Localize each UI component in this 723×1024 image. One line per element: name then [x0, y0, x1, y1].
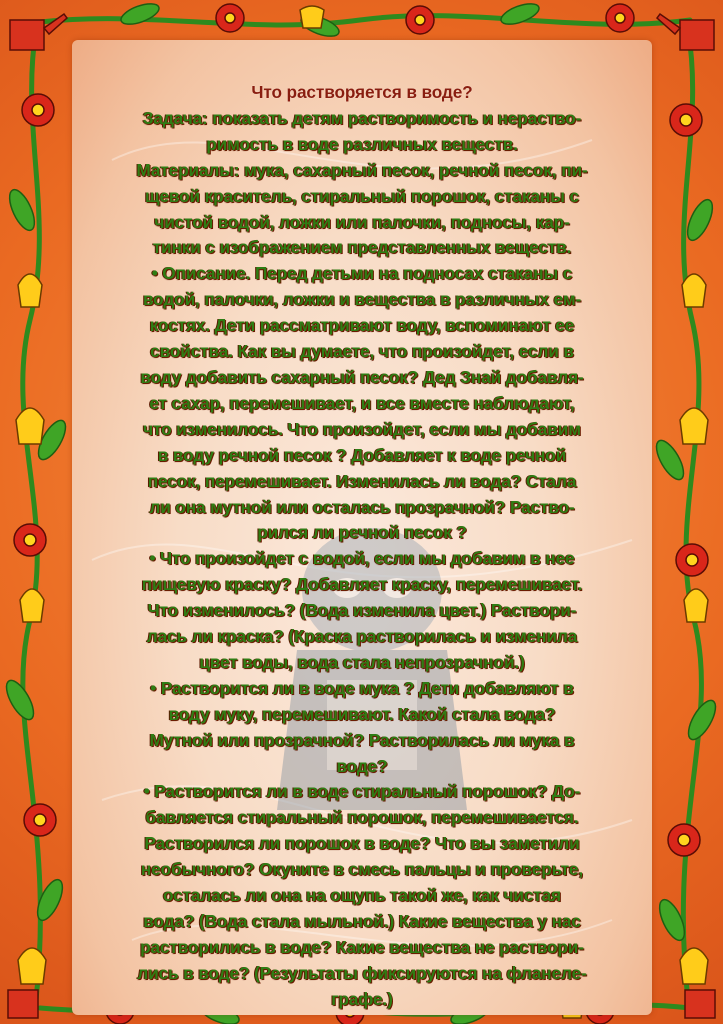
text-line: необычного? Окуните в смесь пальцы и проверьте, [140, 859, 584, 880]
text-line: растворились в воде? Какие вещества не раствори- [140, 936, 584, 957]
text-line: воду муку, перемешивают. Какой стала вода? [168, 703, 556, 724]
text-line: щевой краситель, стиральный порошок, стаканы с [145, 185, 579, 206]
text-line: тинки с изображением представленных веществ. [152, 237, 572, 258]
text-line: • Описание. Перед детьми на подносах стаканы с [151, 263, 573, 284]
text-line: • Растворится ли в воде стиральный порошок? До- [143, 781, 581, 802]
text-line: лась ли краска? (Краска растворилась и изменила [146, 626, 578, 647]
text-line: рился ли речной песок ? [257, 522, 467, 543]
text-line: костях. Дети рассматривают воду, вспоминают ее [149, 315, 575, 336]
content-panel [72, 40, 652, 1015]
text-line: воде? [336, 755, 388, 776]
text-line: римость в воде различных веществ. [206, 133, 518, 154]
text-line: • Что произойдет с водой, если мы добавим в нее [149, 548, 575, 569]
text-line: воду добавить сахарный песок? Дед Знай добавля- [140, 366, 584, 387]
text-line: графе.) [331, 988, 393, 1009]
text-line: пищевую краску? Добавляет краску, перемешивает. [141, 574, 583, 595]
text-line: цвет воды, вода стала непрозрачной.) [199, 651, 525, 672]
text-line: в воду речной песок ? Добавляет к воде речной [157, 444, 567, 465]
text-line: Задача: показать детям растворимость и нераство- [142, 107, 582, 128]
text-line: • Растворится ли в воде мука ? Дети добавляют в [150, 677, 574, 698]
text-line: ет сахар, перемешивает, и все вместе наблюдают, [149, 392, 575, 413]
text-line: осталась ли она на ощупь такой же, как чистая [162, 885, 561, 906]
text-line: Растворился ли порошок в воде? Что вы заметили [144, 833, 580, 854]
document-title: Что растворяется в воде? [251, 82, 473, 102]
document-body [84, 80, 640, 1013]
text-line: чистой водой, ложки или палочки, подносы, кар- [154, 211, 570, 232]
text-line: водой, палочки, ложки и вещества в различных ем- [142, 289, 582, 310]
text-line: вода? (Вода стала мыльной.) Какие вещества у нас [143, 911, 581, 931]
text-line: Мутной или прозрачной? Растворилась ли мука в [149, 729, 575, 750]
text-line: что изменилось. Что произойдет, если мы добавим [143, 418, 581, 439]
text-line: Что изменилось? (Вода изменила цвет.) Раствори- [147, 600, 577, 621]
text-line: свойства. Как вы думаете, что произойдет, если в [150, 341, 574, 362]
text-line: лись в воде? (Результаты фиксируются на фланеле- [137, 962, 587, 983]
text-line: Материалы: мука, сахарный песок, речной песок, пи- [136, 159, 588, 180]
text-line: бавляется стиральный порошок, перемешивается. [145, 807, 579, 828]
text-line: ли она мутной или осталась прозрачной? Раство- [149, 496, 575, 517]
text-line: песок, перемешивает. Изменилась ли вода? Стала [147, 470, 577, 491]
